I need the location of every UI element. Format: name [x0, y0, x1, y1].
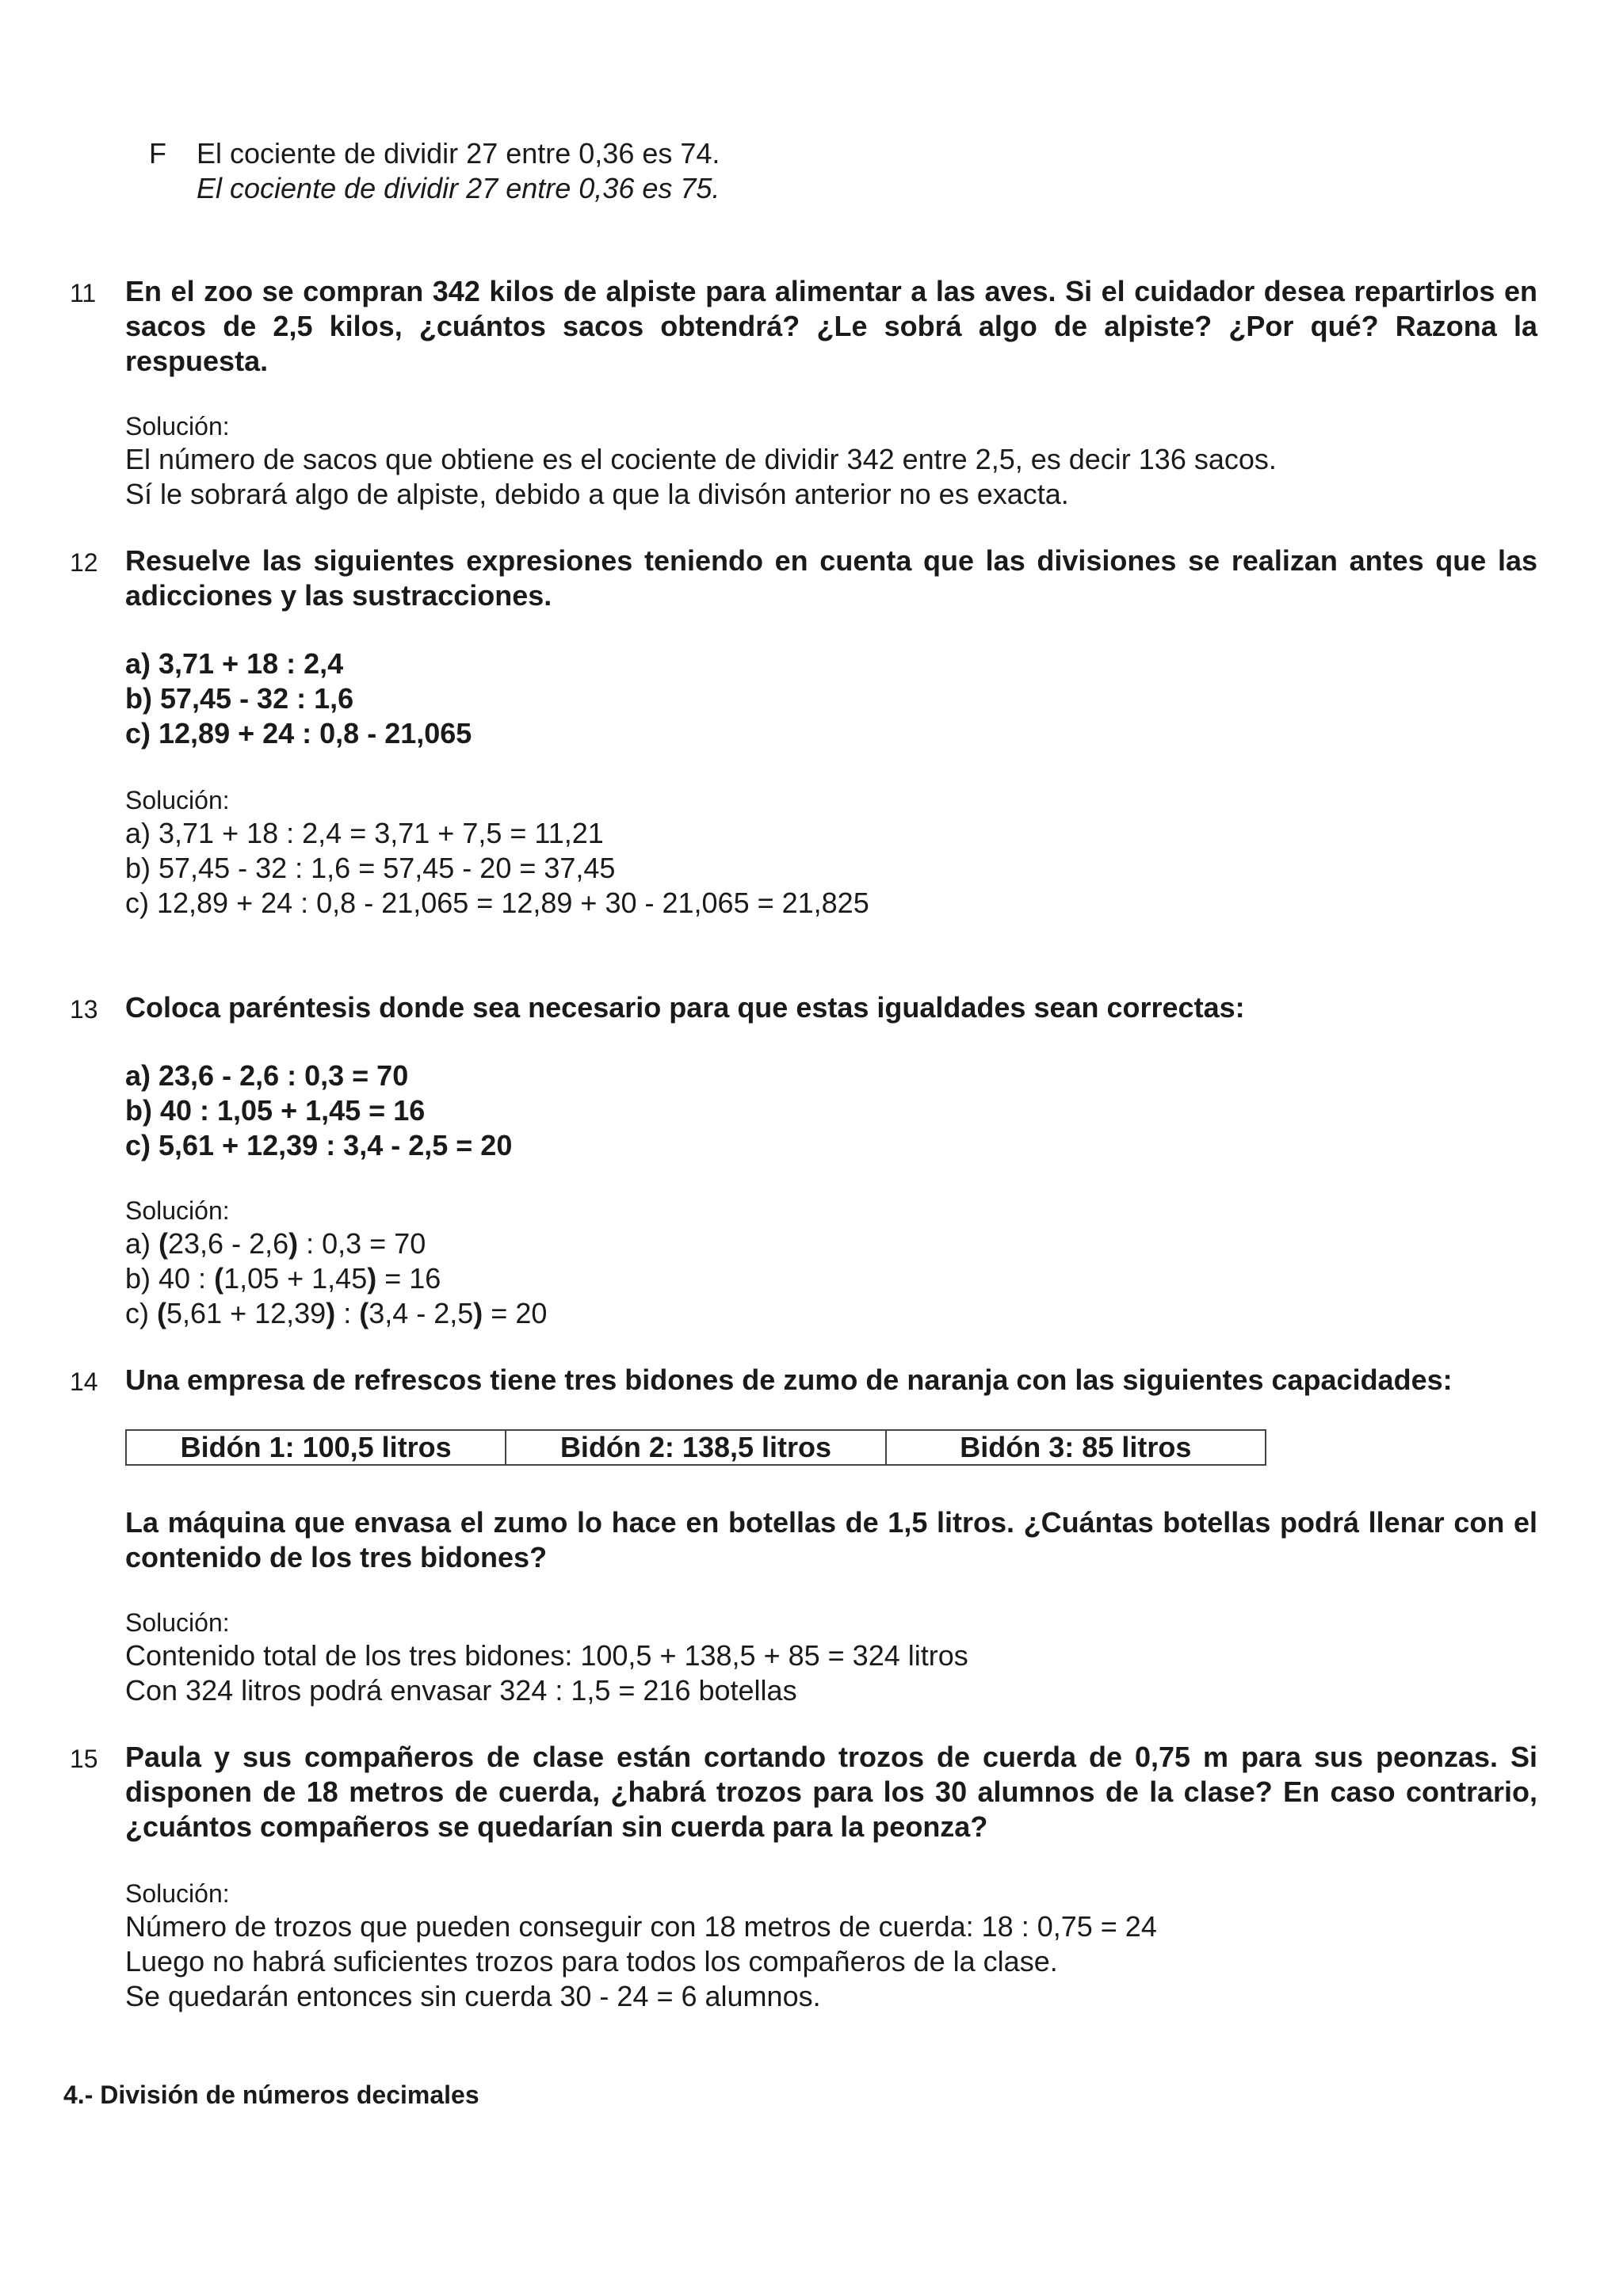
item-f-statement: El cociente de dividir 27 entre 0,36 es 74.: [197, 137, 720, 170]
solution-line: c) (5,61 + 12,39) : (3,4 - 2,5) = 20: [125, 1297, 548, 1329]
solution-line: Sí le sobrará algo de alpiste, debido a que la divisón anterior no es exacta.: [125, 478, 1069, 510]
solution-line: Contenido total de los tres bidones: 100,5 + 138,5 + 85 = 324 litros: [125, 1639, 968, 1672]
solution-label: Solución:: [125, 412, 230, 441]
equality-item: b) 40 : 1,05 + 1,45 = 16: [125, 1094, 426, 1127]
solution-line: Con 324 litros podrá envasar 324 : 1,5 = 216 botellas: [125, 1674, 797, 1707]
exercise-number: 11: [70, 279, 97, 307]
expression-item: a) 3,71 + 18 : 2,4: [125, 647, 344, 680]
solution-line: Se quedarán entonces sin cuerda 30 - 24 = 6 alumnos.: [125, 1980, 821, 2012]
solution-label: Solución:: [125, 1608, 230, 1637]
solution-label: Solución:: [125, 1879, 230, 1908]
solution-line: a) 3,71 + 18 : 2,4 = 3,71 + 7,5 = 11,21: [125, 817, 604, 849]
exercise-question: Coloca paréntesis donde sea necesario para que estas igualdades sean correctas:: [125, 991, 1245, 1024]
exercise-number: 14: [70, 1367, 98, 1396]
expression-item: b) 57,45 - 32 : 1,6: [125, 682, 354, 715]
exercise-question: Resuelve las siguientes expresiones teniendo en cuenta que las divisiones se realizan antes que las adicciones y las sustracciones.: [125, 544, 1537, 612]
solution-label: Solución:: [125, 1196, 230, 1225]
exercise-question: Una empresa de refrescos tiene tres bidones de zumo de naranja con las siguientes capacidades:: [125, 1363, 1453, 1396]
table-cell: Bidón 3: 85 litros: [886, 1430, 1266, 1465]
exercise-number: 12: [70, 548, 98, 577]
solution-line: c) 12,89 + 24 : 0,8 - 21,065 = 12,89 + 30 - 21,065 = 21,825: [125, 887, 869, 919]
solution-line: Luego no habrá suficientes trozos para todos los compañeros de la clase.: [125, 1945, 1058, 1978]
solution-line: b) 40 : (1,05 + 1,45) = 16: [125, 1262, 441, 1295]
table-row: [126, 1430, 1266, 1465]
exercise-question: En el zoo se compran 342 kilos de alpiste para alimentar a las aves. Si el cuidador desea repartirlos en sacos de 2,5 kilos, ¿cuántos sacos obtendrá? ¿Le sobrá algo de alpiste? ¿Por qué? Razona la respuesta.: [125, 275, 1537, 377]
solution-line: El número de sacos que obtiene es el cociente de dividir 342 entre 2,5, es decir 136 sacos.: [125, 443, 1277, 475]
exercise-question: Paula y sus compañeros de clase están cortando trozos de cuerda de 0,75 m para sus peonzas. Si disponen de 18 metros de cuerda, ¿habrá trozos para los 30 alumnos de la clase? En caso contrario, ¿cuántos compañeros se quedarían sin cuerda para la peonza?: [125, 1741, 1537, 1843]
item-f-correction: El cociente de dividir 27 entre 0,36 es 75.: [197, 172, 720, 204]
item-f-letter: F: [149, 137, 166, 170]
table-cell: Bidón 1: 100,5 litros: [126, 1430, 506, 1465]
solution-line: b) 57,45 - 32 : 1,6 = 57,45 - 20 = 37,45: [125, 852, 616, 884]
solution-line: Número de trozos que pueden conseguir con 18 metros de cuerda: 18 : 0,75 = 24: [125, 1910, 1157, 1943]
solution-label: Solución:: [125, 786, 230, 814]
equality-item: c) 5,61 + 12,39 : 3,4 - 2,5 = 20: [125, 1129, 513, 1161]
exercise-question: La máquina que envasa el zumo lo hace en botellas de 1,5 litros. ¿Cuántas botellas podrá llenar con el contenido de los tres bidones?: [125, 1506, 1537, 1573]
capacity-table: [125, 1429, 1266, 1466]
exercise-number: 13: [70, 995, 98, 1024]
table-cell: Bidón 2: 138,5 litros: [506, 1430, 885, 1465]
expression-item: c) 12,89 + 24 : 0,8 - 21,065: [125, 717, 472, 749]
solution-line: a) (23,6 - 2,6) : 0,3 = 70: [125, 1227, 426, 1260]
section-heading: 4.- División de números decimales: [63, 2081, 479, 2109]
equality-item: a) 23,6 - 2,6 : 0,3 = 70: [125, 1059, 409, 1092]
exercise-number: 15: [70, 1745, 98, 1773]
